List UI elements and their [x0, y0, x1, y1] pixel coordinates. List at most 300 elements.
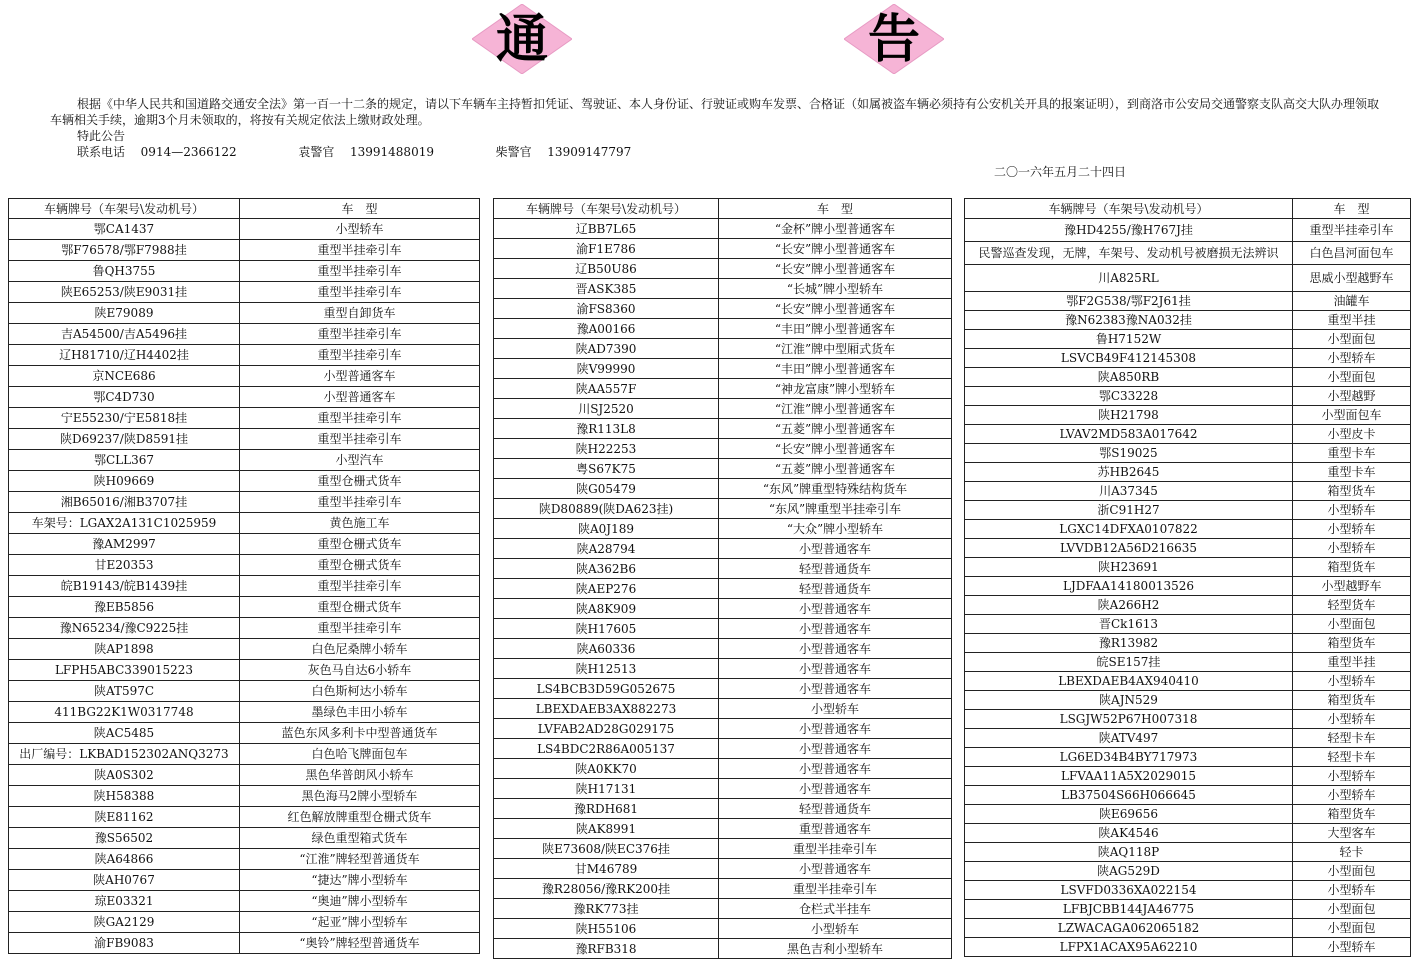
- vehicle-type-cell: “大众”牌小型轿车: [719, 519, 952, 539]
- vehicle-type-cell: 小型汽车: [240, 450, 480, 471]
- plate-cell: 鄂C33228: [965, 387, 1293, 406]
- table-row: [494, 879, 952, 899]
- table-row: [494, 399, 952, 419]
- plate-cell: 陕G05479: [494, 479, 719, 499]
- table-row: [9, 765, 480, 786]
- vehicle-type-cell: 白色哈飞牌面包车: [240, 744, 480, 765]
- table-row: [9, 933, 480, 954]
- plate-cell: LBEXDAEB3AX882273: [494, 699, 719, 719]
- vehicle-type-cell: 白色昌河面包车: [1293, 242, 1411, 265]
- vehicle-type-cell: “长安”牌小型普通客车: [719, 259, 952, 279]
- table-row: [494, 919, 952, 939]
- table-row: [494, 719, 952, 739]
- table-row: [9, 702, 480, 723]
- table-row: [9, 807, 480, 828]
- vehicle-type-cell: 小型轿车: [1293, 520, 1411, 539]
- plate-cell: 鄂F2G538/鄂F2J61挂: [965, 292, 1293, 311]
- plate-cell: 豫RDH681: [494, 799, 719, 819]
- table-row: [9, 534, 480, 555]
- vehicle-type-cell: 小型普通客车: [719, 759, 952, 779]
- plate-cell: 吉A54500/吉A5496挂: [9, 324, 240, 345]
- table-row: [9, 891, 480, 912]
- vehicle-type-cell: “奥铃”牌轻型普通货车: [240, 933, 480, 954]
- vehicle-type-cell: 小型面包: [1293, 368, 1411, 387]
- plate-cell: 出厂编号：LKBAD152302ANQ3273: [9, 744, 240, 765]
- table-row: [965, 501, 1411, 520]
- vehicle-type-cell: 小型普通客车: [719, 539, 952, 559]
- plate-cell: 陕GA2129: [9, 912, 240, 933]
- type-column-header: 车 型: [1293, 199, 1411, 219]
- plate-cell: 苏HB2645: [965, 463, 1293, 482]
- vehicle-type-cell: “江淮”牌轻型普通货车: [240, 849, 480, 870]
- table-row: [965, 634, 1411, 653]
- plate-cell: 陕ATV497: [965, 729, 1293, 748]
- plate-cell: 陕H17131: [494, 779, 719, 799]
- plate-cell: 陕A0KK70: [494, 759, 719, 779]
- vehicle-type-cell: 小型轿车: [1293, 767, 1411, 786]
- vehicle-type-cell: “东风”牌重型半挂牵引车: [719, 499, 952, 519]
- plate-cell: 鲁QH3755: [9, 261, 240, 282]
- vehicle-type-cell: “五菱”牌小型普通客车: [719, 419, 952, 439]
- vehicle-type-cell: 小型普通客车: [719, 779, 952, 799]
- vehicle-type-cell: 小型皮卡: [1293, 425, 1411, 444]
- table-row: [9, 639, 480, 660]
- vehicle-table-1: [8, 198, 480, 954]
- table-row: [494, 259, 952, 279]
- table-row: [9, 282, 480, 303]
- vehicle-type-cell: 小型普通客车: [719, 859, 952, 879]
- plate-cell: 411BG22K1W0317748: [9, 702, 240, 723]
- title-char-2: 告: [867, 9, 920, 70]
- vehicle-type-cell: 小型轿车: [1293, 938, 1411, 957]
- table-header-row: [494, 199, 952, 219]
- vehicle-type-cell: “长城”牌小型轿车: [719, 279, 952, 299]
- table-row: [494, 819, 952, 839]
- table-row: [9, 723, 480, 744]
- table-row: [965, 843, 1411, 862]
- vehicle-type-cell: 小型面包: [1293, 615, 1411, 634]
- vehicle-type-cell: 小型越野: [1293, 387, 1411, 406]
- vehicle-type-cell: 小型轿车: [1293, 539, 1411, 558]
- vehicle-type-cell: 黑色海马2牌小型轿车: [240, 786, 480, 807]
- plate-cell: 川SJ2520: [494, 399, 719, 419]
- vehicle-type-cell: “东风”牌重型特殊结构货车: [719, 479, 952, 499]
- vehicle-type-cell: 轻型货车: [1293, 596, 1411, 615]
- vehicle-type-cell: 小型普通客车: [719, 679, 952, 699]
- plate-cell: 豫N62383豫NA032挂: [965, 311, 1293, 330]
- vehicle-type-cell: 小型面包: [1293, 330, 1411, 349]
- table-row: [9, 555, 480, 576]
- plate-cell: 陕H55106: [494, 919, 719, 939]
- vehicle-type-cell: 重型自卸货车: [240, 303, 480, 324]
- vehicle-type-cell: “神龙富康”牌小型轿车: [719, 379, 952, 399]
- table-row: [9, 366, 480, 387]
- table-row: [494, 499, 952, 519]
- contact-label: 联系电话: [77, 145, 126, 159]
- plate-cell: 豫EB5856: [9, 597, 240, 618]
- type-column-header: 车 型: [719, 199, 952, 219]
- vehicle-type-cell: 箱型货车: [1293, 805, 1411, 824]
- table-row: [965, 900, 1411, 919]
- plate-cell: 陕AA557F: [494, 379, 719, 399]
- table-header-row: [9, 199, 480, 219]
- vehicle-type-cell: 小型轿车: [1293, 672, 1411, 691]
- vehicle-type-cell: “奥迪”牌小型轿车: [240, 891, 480, 912]
- officer2-phone: 13909147797: [547, 145, 632, 159]
- vehicle-type-cell: 小型普通客车: [719, 659, 952, 679]
- vehicle-type-cell: 轻型普通货车: [719, 559, 952, 579]
- table-row: [9, 261, 480, 282]
- plate-cell: 皖SE157挂: [965, 653, 1293, 672]
- table-row: [494, 359, 952, 379]
- table-row: [494, 839, 952, 859]
- table-row: [9, 681, 480, 702]
- table-row: [965, 425, 1411, 444]
- table-row: [494, 859, 952, 879]
- table-row: [9, 450, 480, 471]
- vehicle-type-cell: 大型客车: [1293, 824, 1411, 843]
- notice-body: 根据《中华人民共和国道路交通安全法》第一百一十二条的规定，请以下车辆车主持暂扣凭证、驾驶证、本人身份证、行驶证或购车发票、合格证（如属被盗车辆必须持有公安机关开具的报案证明），到商洛市公安局交通警察支队高交大队办理领取车辆相关手续，逾期3个月未领取的，将按有关规定依法上缴财政处理。: [50, 97, 1380, 127]
- vehicle-type-cell: 红色解放牌重型仓栅式货车: [240, 807, 480, 828]
- vehicle-type-cell: 小型普通客车: [719, 739, 952, 759]
- table-row: [965, 265, 1411, 292]
- type-column-header: 车 型: [240, 199, 480, 219]
- plate-cell: 陕D80889(陕DA623挂): [494, 499, 719, 519]
- table-row: [965, 805, 1411, 824]
- table-row: [965, 729, 1411, 748]
- vehicle-type-cell: “捷达”牌小型轿车: [240, 870, 480, 891]
- plate-cell: 宁E55230/宁E5818挂: [9, 408, 240, 429]
- plate-cell: LJDFAA14180013526: [965, 577, 1293, 596]
- table-row: [965, 710, 1411, 729]
- table-row: [965, 330, 1411, 349]
- plate-cell: 琼E03321: [9, 891, 240, 912]
- plate-cell: 豫HD4255/豫H767J挂: [965, 219, 1293, 242]
- table-row: [9, 849, 480, 870]
- table-row: [494, 759, 952, 779]
- vehicle-type-cell: 小型轿车: [1293, 349, 1411, 368]
- plate-cell: 辽BB7L65: [494, 219, 719, 239]
- table-row: [494, 439, 952, 459]
- table-header-row: [965, 199, 1411, 219]
- vehicle-type-cell: “长安”牌小型普通客车: [719, 239, 952, 259]
- vehicle-type-cell: 黑色吉利小型轿车: [719, 939, 952, 959]
- plate-cell: 豫S56502: [9, 828, 240, 849]
- vehicle-type-cell: 重型半挂: [1293, 311, 1411, 330]
- table-row: [965, 615, 1411, 634]
- plate-cell: LG6ED34B4BY717973: [965, 748, 1293, 767]
- table-row: [965, 539, 1411, 558]
- table-row: [9, 576, 480, 597]
- vehicle-type-cell: 箱型货车: [1293, 558, 1411, 577]
- vehicle-type-cell: 小型面包: [1293, 900, 1411, 919]
- table-row: [494, 419, 952, 439]
- vehicle-type-cell: “长安”牌小型普通客车: [719, 299, 952, 319]
- plate-cell: 陕E79089: [9, 303, 240, 324]
- plate-cell: LFVAA11A5X2029015: [965, 767, 1293, 786]
- table-row: [965, 292, 1411, 311]
- table-row: [965, 463, 1411, 482]
- plate-cell: 鲁H7152W: [965, 330, 1293, 349]
- vehicle-type-cell: 重型仓栅式货车: [240, 597, 480, 618]
- plate-cell: 豫R113L8: [494, 419, 719, 439]
- plate-cell: 豫R28056/豫RK200挂: [494, 879, 719, 899]
- table-row: [494, 779, 952, 799]
- title-char-1: 通: [495, 9, 548, 70]
- plate-cell: LFBJCBB144JA46775: [965, 900, 1293, 919]
- vehicle-type-cell: 重型半挂牵引车: [240, 345, 480, 366]
- vehicle-type-cell: 重型卡车: [1293, 444, 1411, 463]
- table-row: [965, 748, 1411, 767]
- plate-cell: LB37504S66H066645: [965, 786, 1293, 805]
- plate-cell: LBEXDAEB4AX940410: [965, 672, 1293, 691]
- plate-cell: 渝FB9083: [9, 933, 240, 954]
- table-row: [965, 558, 1411, 577]
- plate-cell: 川A825RL: [965, 265, 1293, 292]
- table-row: [965, 482, 1411, 501]
- table-row: [494, 219, 952, 239]
- officer1-name: 袁警官: [298, 145, 335, 159]
- table-row: [965, 444, 1411, 463]
- table-row: [9, 429, 480, 450]
- vehicle-type-cell: “长安”牌小型普通客车: [719, 439, 952, 459]
- table-row: [965, 349, 1411, 368]
- plate-cell: 甘M46789: [494, 859, 719, 879]
- vehicle-type-cell: 重型卡车: [1293, 463, 1411, 482]
- vehicle-type-cell: 黄色施工车: [240, 513, 480, 534]
- vehicle-type-cell: 小型普通客车: [240, 366, 480, 387]
- vehicle-type-cell: 小型轿车: [719, 699, 952, 719]
- plate-cell: 晋ASK385: [494, 279, 719, 299]
- plate-cell: 陕A850RB: [965, 368, 1293, 387]
- plate-cell: LSGJW52P67H007318: [965, 710, 1293, 729]
- contact-line: [50, 144, 1380, 160]
- vehicle-type-cell: “丰田”牌小型普通客车: [719, 359, 952, 379]
- plate-cell: 豫RFB318: [494, 939, 719, 959]
- table-row: [965, 406, 1411, 425]
- plate-cell: 粤S67K75: [494, 459, 719, 479]
- vehicle-type-cell: 重型半挂牵引车: [240, 492, 480, 513]
- plate-cell: 陕A266H2: [965, 596, 1293, 615]
- table-row: [9, 345, 480, 366]
- vehicle-type-cell: 白色尼桑牌小轿车: [240, 639, 480, 660]
- table-row: [9, 240, 480, 261]
- vehicle-type-cell: 小型轿车: [719, 919, 952, 939]
- table-row: [9, 828, 480, 849]
- table-row: [965, 596, 1411, 615]
- plate-cell: LS4BCB3D59G052675: [494, 679, 719, 699]
- plate-cell: 湘B65016/湘B3707挂: [9, 492, 240, 513]
- vehicle-type-cell: 重型半挂牵引车: [240, 618, 480, 639]
- vehicle-type-cell: 重型半挂牵引车: [240, 324, 480, 345]
- plate-cell: 陕D69237/陕D8591挂: [9, 429, 240, 450]
- plate-cell: 豫R13982: [965, 634, 1293, 653]
- table-row: [494, 679, 952, 699]
- vehicle-type-cell: 重型半挂牵引车: [719, 839, 952, 859]
- plate-cell: 浙C91H27: [965, 501, 1293, 520]
- vehicle-type-cell: “丰田”牌小型普通客车: [719, 319, 952, 339]
- table-row: [494, 519, 952, 539]
- vehicle-type-cell: 小型面包: [1293, 919, 1411, 938]
- table-row: [9, 492, 480, 513]
- plate-cell: 晋Ck1613: [965, 615, 1293, 634]
- plate-cell: 鄂CA1437: [9, 219, 240, 240]
- vehicle-type-cell: 小型普通客车: [719, 719, 952, 739]
- plate-cell: 皖B19143/皖B1439挂: [9, 576, 240, 597]
- plate-cell: 渝FS8360: [494, 299, 719, 319]
- plate-cell: 豫N65234/豫C9225挂: [9, 618, 240, 639]
- vehicle-type-cell: 黑色华普朗风小轿车: [240, 765, 480, 786]
- table-row: [965, 786, 1411, 805]
- plate-cell: 陕A60336: [494, 639, 719, 659]
- vehicle-type-cell: 重型半挂牵引车: [240, 429, 480, 450]
- plate-cell: 陕E81162: [9, 807, 240, 828]
- contact-phone: 0914—2366122: [140, 145, 237, 159]
- plate-cell: 豫A00166: [494, 319, 719, 339]
- plate-cell: LSVCB49F412145308: [965, 349, 1293, 368]
- table-row: [9, 387, 480, 408]
- vehicle-type-cell: 油罐车: [1293, 292, 1411, 311]
- table-row: [494, 639, 952, 659]
- vehicle-type-cell: 小型轿车: [240, 219, 480, 240]
- vehicle-type-cell: 箱型货车: [1293, 482, 1411, 501]
- plate-cell: 陕H12513: [494, 659, 719, 679]
- table-row: [9, 324, 480, 345]
- vehicle-type-cell: 重型半挂牵引车: [240, 282, 480, 303]
- plate-cell: LSVFD0336XA022154: [965, 881, 1293, 900]
- plate-cell: 陕H58388: [9, 786, 240, 807]
- plate-cell: 陕H21798: [965, 406, 1293, 425]
- vehicle-type-cell: “五菱”牌小型普通客车: [719, 459, 952, 479]
- table-row: [965, 520, 1411, 539]
- plate-column-header: 车辆牌号（车架号\发动机号）: [965, 199, 1293, 219]
- table-row: [9, 870, 480, 891]
- table-row: [965, 881, 1411, 900]
- plate-cell: 鄂S19025: [965, 444, 1293, 463]
- table-row: [494, 339, 952, 359]
- plate-cell: 陕H22253: [494, 439, 719, 459]
- vehicle-table-2: [493, 198, 952, 959]
- vehicle-type-cell: 小型轿车: [1293, 501, 1411, 520]
- plate-cell: 陕A0J189: [494, 519, 719, 539]
- vehicle-type-cell: “江淮”牌小型普通客车: [719, 399, 952, 419]
- table-row: [494, 939, 952, 959]
- table-row: [9, 597, 480, 618]
- plate-cell: LVVDB12A56D216635: [965, 539, 1293, 558]
- plate-cell: 陕A28794: [494, 539, 719, 559]
- table-row: [494, 579, 952, 599]
- vehicle-type-cell: 重型半挂牵引车: [240, 261, 480, 282]
- vehicle-type-cell: 思威小型越野车: [1293, 265, 1411, 292]
- vehicle-type-cell: 箱型货车: [1293, 634, 1411, 653]
- table-row: [9, 618, 480, 639]
- vehicle-type-cell: 小型普通客车: [240, 387, 480, 408]
- vehicle-type-cell: 白色斯柯达小轿车: [240, 681, 480, 702]
- plate-cell: 鄂F76578/鄂F7988挂: [9, 240, 240, 261]
- table-row: [494, 899, 952, 919]
- plate-cell: 陕AEP276: [494, 579, 719, 599]
- table-row: [965, 577, 1411, 596]
- plate-cell: 陕AT597C: [9, 681, 240, 702]
- vehicle-type-cell: “起亚”牌小型轿车: [240, 912, 480, 933]
- plate-cell: LGXC14DFXA0107822: [965, 520, 1293, 539]
- plate-cell: 辽H81710/辽H4402挂: [9, 345, 240, 366]
- plate-cell: 陕V99990: [494, 359, 719, 379]
- plate-cell: 陕E69656: [965, 805, 1293, 824]
- table-row: [494, 699, 952, 719]
- plate-cell: 民警巡查发现，无牌，车架号、发动机号被磨损无法辨识: [965, 242, 1293, 265]
- vehicle-type-cell: 重型半挂牵引车: [719, 879, 952, 899]
- plate-cell: LVFAB2AD28G029175: [494, 719, 719, 739]
- vehicle-type-cell: 重型半挂牵引车: [240, 408, 480, 429]
- vehicle-type-cell: 墨绿色丰田小轿车: [240, 702, 480, 723]
- table-row: [9, 471, 480, 492]
- table-row: [9, 744, 480, 765]
- table-row: [494, 379, 952, 399]
- vehicle-type-cell: 轻型卡车: [1293, 748, 1411, 767]
- vehicle-type-cell: 小型越野车: [1293, 577, 1411, 596]
- vehicle-type-cell: “江淮”牌中型厢式货车: [719, 339, 952, 359]
- table-row: [494, 459, 952, 479]
- plate-cell: 豫RK773挂: [494, 899, 719, 919]
- vehicle-type-cell: 重型仓栅式货车: [240, 534, 480, 555]
- vehicle-type-cell: 轻型普通货车: [719, 799, 952, 819]
- plate-cell: 陕AH0767: [9, 870, 240, 891]
- plate-cell: 豫AM2997: [9, 534, 240, 555]
- table-row: [9, 786, 480, 807]
- table-row: [494, 239, 952, 259]
- table-row: [494, 559, 952, 579]
- vehicle-type-cell: 重型仓栅式货车: [240, 555, 480, 576]
- plate-cell: 陕AJN529: [965, 691, 1293, 710]
- plate-cell: LZWACAGA062065182: [965, 919, 1293, 938]
- vehicle-table-3: [964, 198, 1411, 957]
- vehicle-type-cell: 小型普通客车: [719, 619, 952, 639]
- plate-cell: 陕AC5485: [9, 723, 240, 744]
- vehicle-type-cell: 小型普通客车: [719, 639, 952, 659]
- plate-cell: 陕AK4546: [965, 824, 1293, 843]
- table-row: [494, 279, 952, 299]
- plate-cell: 陕H17605: [494, 619, 719, 639]
- notice-date: 二〇一六年五月二十四日: [994, 165, 1127, 179]
- plate-cell: 渝F1E786: [494, 239, 719, 259]
- table-row: [965, 824, 1411, 843]
- table-row: [9, 513, 480, 534]
- plate-cell: 陕A362B6: [494, 559, 719, 579]
- table-row: [965, 219, 1411, 242]
- plate-cell: 陕A8K909: [494, 599, 719, 619]
- table-row: [9, 660, 480, 681]
- plate-cell: 陕A0S302: [9, 765, 240, 786]
- plate-column-header: 车辆牌号（车架号\发动机号）: [494, 199, 719, 219]
- vehicle-type-cell: “金杯”牌小型普通客车: [719, 219, 952, 239]
- vehicle-type-cell: 小型轿车: [1293, 786, 1411, 805]
- table-row: [965, 368, 1411, 387]
- vehicle-type-cell: 箱型货车: [1293, 691, 1411, 710]
- vehicle-type-cell: 小型轿车: [1293, 710, 1411, 729]
- table-row: [494, 539, 952, 559]
- plate-cell: 陕A64866: [9, 849, 240, 870]
- table-row: [965, 672, 1411, 691]
- plate-cell: LFPX1ACAX95A62210: [965, 938, 1293, 957]
- plate-cell: 甘E20353: [9, 555, 240, 576]
- table-row: [965, 862, 1411, 881]
- vehicle-type-cell: 重型半挂牵引车: [240, 576, 480, 597]
- vehicle-type-cell: 重型半挂: [1293, 653, 1411, 672]
- vehicle-type-cell: 小型面包: [1293, 862, 1411, 881]
- plate-cell: 陕E65253/陕E9031挂: [9, 282, 240, 303]
- plate-cell: 车架号：LGAX2A131C1025959: [9, 513, 240, 534]
